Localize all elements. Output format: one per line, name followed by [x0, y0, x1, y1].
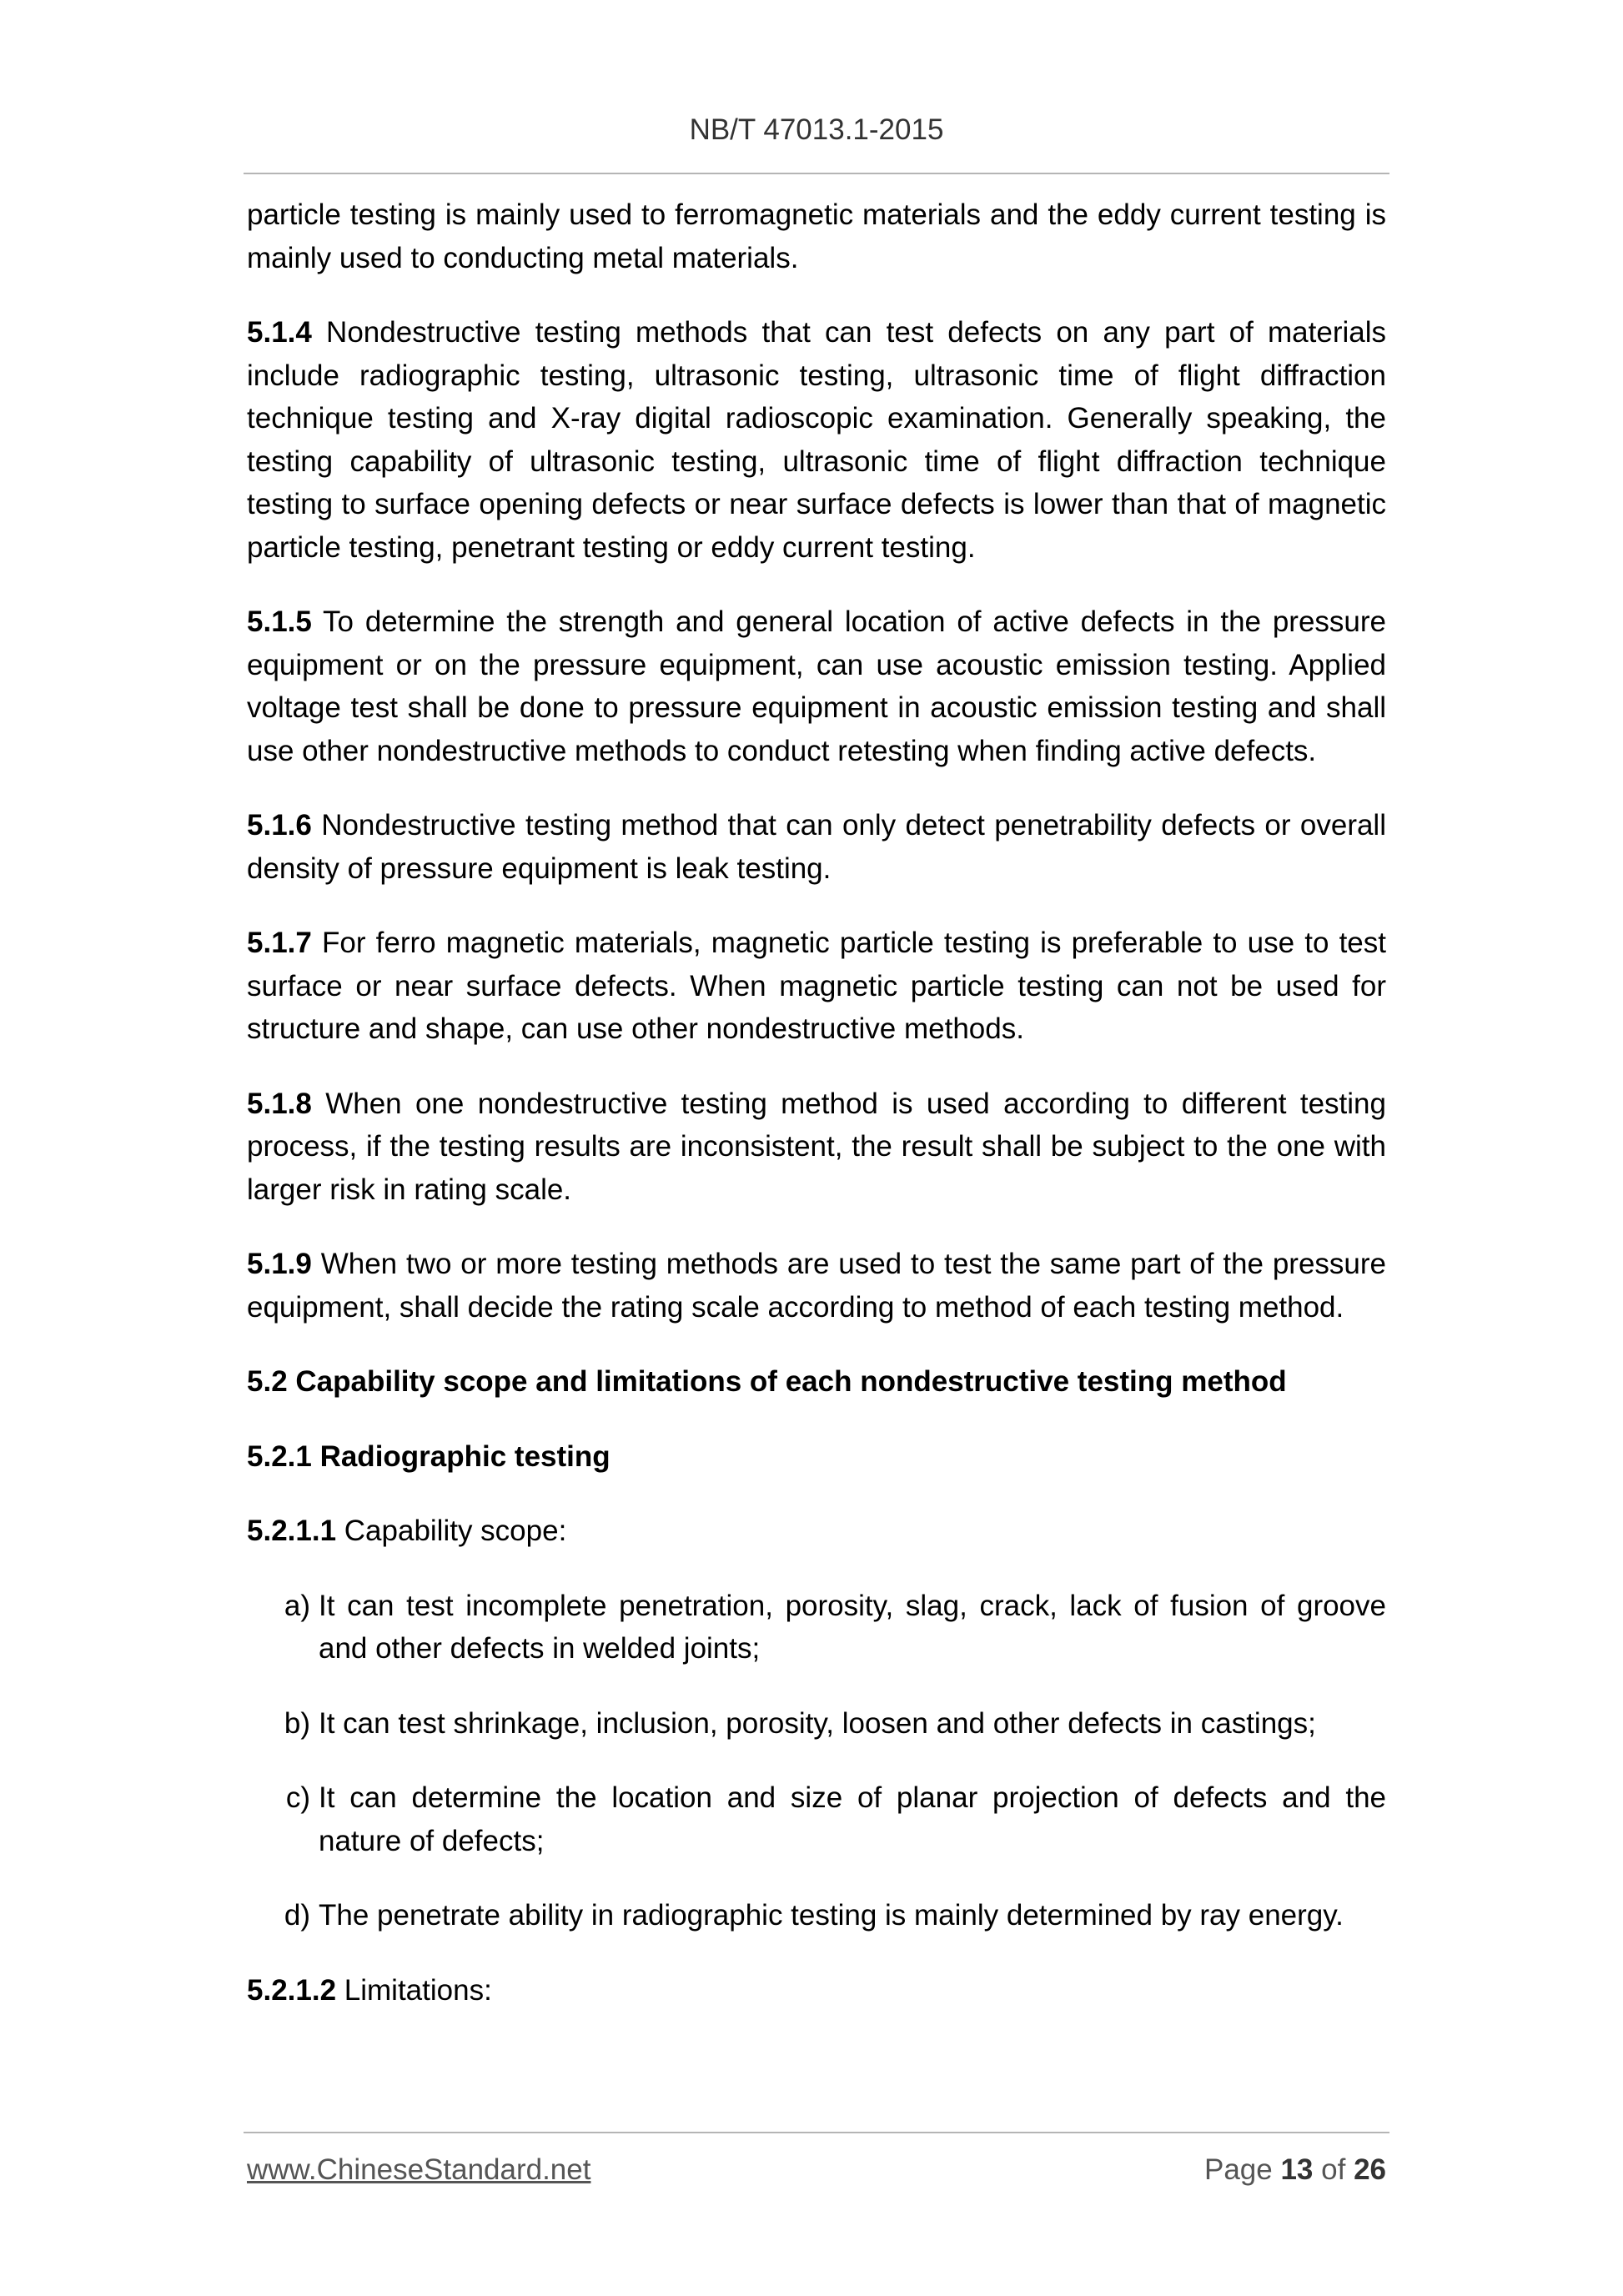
clause-5-2-1-1 [247, 1510, 1386, 1553]
list-item [282, 1702, 1386, 1746]
section-heading-5-2: 5.2 Capability scope and limitations of each nondestructive testing method [247, 1365, 1287, 1398]
clause-text: When one nondestructive testing method is used according to different testing process, if the testing results are inconsistent, the result shall be subject to the one with larger risk in rating scale. [247, 1087, 1386, 1206]
clause-5-1-9 [247, 1243, 1386, 1329]
footer-divider [244, 2132, 1389, 2133]
current-page-number: 13 [1280, 2153, 1314, 2186]
page-indicator [1204, 2153, 1386, 2187]
paragraph-continuation [247, 193, 1386, 279]
clause-5-1-4 [247, 311, 1386, 569]
list-marker: b) [284, 1706, 310, 1740]
clause-number: 5.1.5 [247, 605, 312, 638]
page-content [247, 193, 1386, 2043]
list-marker: c) [285, 1781, 310, 1814]
clause-number: 5.2.1.1 [247, 1515, 337, 1547]
list-item-text: It can test incomplete penetration, porosity, slag, crack, lack of fusion of groove and other defects in welded joints; [319, 1589, 1386, 1665]
clause-number: 5.1.4 [247, 316, 312, 349]
clause-5-1-7 [247, 922, 1386, 1051]
clause-number: 5.1.9 [247, 1248, 312, 1280]
section-heading-5-2-1: 5.2.1 Radiographic testing [247, 1439, 611, 1473]
clause-text: Nondestructive testing method that can only detect penetrability defects or overall density of pressure equipment is leak testing. [247, 809, 1386, 885]
list-item-text: It can test shrinkage, inclusion, porosity, loosen and other defects in castings; [319, 1706, 1316, 1740]
of-word: of [1321, 2153, 1346, 2186]
clause-text: When two or more testing methods are used to test the same part of the pressure equipment, shall decide the rating scale according to method of each testing method. [247, 1248, 1386, 1324]
website-link[interactable]: www.ChineseStandard.net [247, 2153, 591, 2186]
page-word: Page [1203, 2153, 1273, 2186]
clause-number: 5.1.8 [247, 1087, 312, 1120]
clause-text: Nondestructive testing methods that can test defects on any part of materials include radiographic testing, ultrasonic testing, ultrasonic time of flight diffraction technique testing and X-ray digital radioscopic examination. Generally speaking, the testing capability of ultrasonic testing, ultrasonic time of flight diffraction technique testing to surface opening defects or near surface defects is lower than that of magnetic particle testing, penetrant testing or eddy current testing. [247, 316, 1386, 564]
clause-number: 5.2.1.2 [247, 1973, 337, 2007]
clause-text: To determine the strength and general location of active defects in the pressure equipment or on the pressure equipment, can use acoustic emission testing. Applied voltage test shall be done to pressure equipment in acoustic emission testing and shall use other nondestructive methods to conduct retesting when finding active defects. [247, 605, 1386, 767]
clause-text: Capability scope: [336, 1515, 567, 1547]
paragraph-text: particle testing is mainly used to ferromagnetic materials and the eddy current testing is mainly used to conducting metal materials. [247, 198, 1386, 274]
clause-5-2-1-2 [247, 1969, 1386, 2012]
header-divider [244, 173, 1389, 174]
total-page-number: 26 [1354, 2153, 1386, 2186]
list-item [282, 1776, 1386, 1862]
clause-number: 5.1.7 [247, 927, 312, 959]
list-item-text: The penetrate ability in radiographic testing is mainly determined by ray energy. [319, 1899, 1344, 1932]
clause-text: For ferro magnetic materials, magnetic particle testing is preferable to use to test surface or near surface defects. When magnetic particle testing can not be used for structure and shape, can use other nondestructive methods. [247, 927, 1386, 1045]
clause-number: 5.1.6 [247, 809, 312, 842]
clause-5-1-6 [247, 804, 1386, 890]
list-item [282, 1894, 1386, 1937]
list-marker: d) [284, 1899, 310, 1932]
list-item [282, 1585, 1386, 1671]
document-id-header: NB/T 47013.1-2015 [689, 113, 944, 146]
capability-list [247, 1585, 1386, 1937]
list-marker: a) [284, 1589, 310, 1622]
list-item-text: It can determine the location and size of planar projection of defects and the nature of defects; [319, 1781, 1386, 1857]
clause-5-1-5 [247, 600, 1386, 772]
clause-text: Limitations: [336, 1973, 492, 2007]
clause-5-1-8 [247, 1083, 1386, 1212]
